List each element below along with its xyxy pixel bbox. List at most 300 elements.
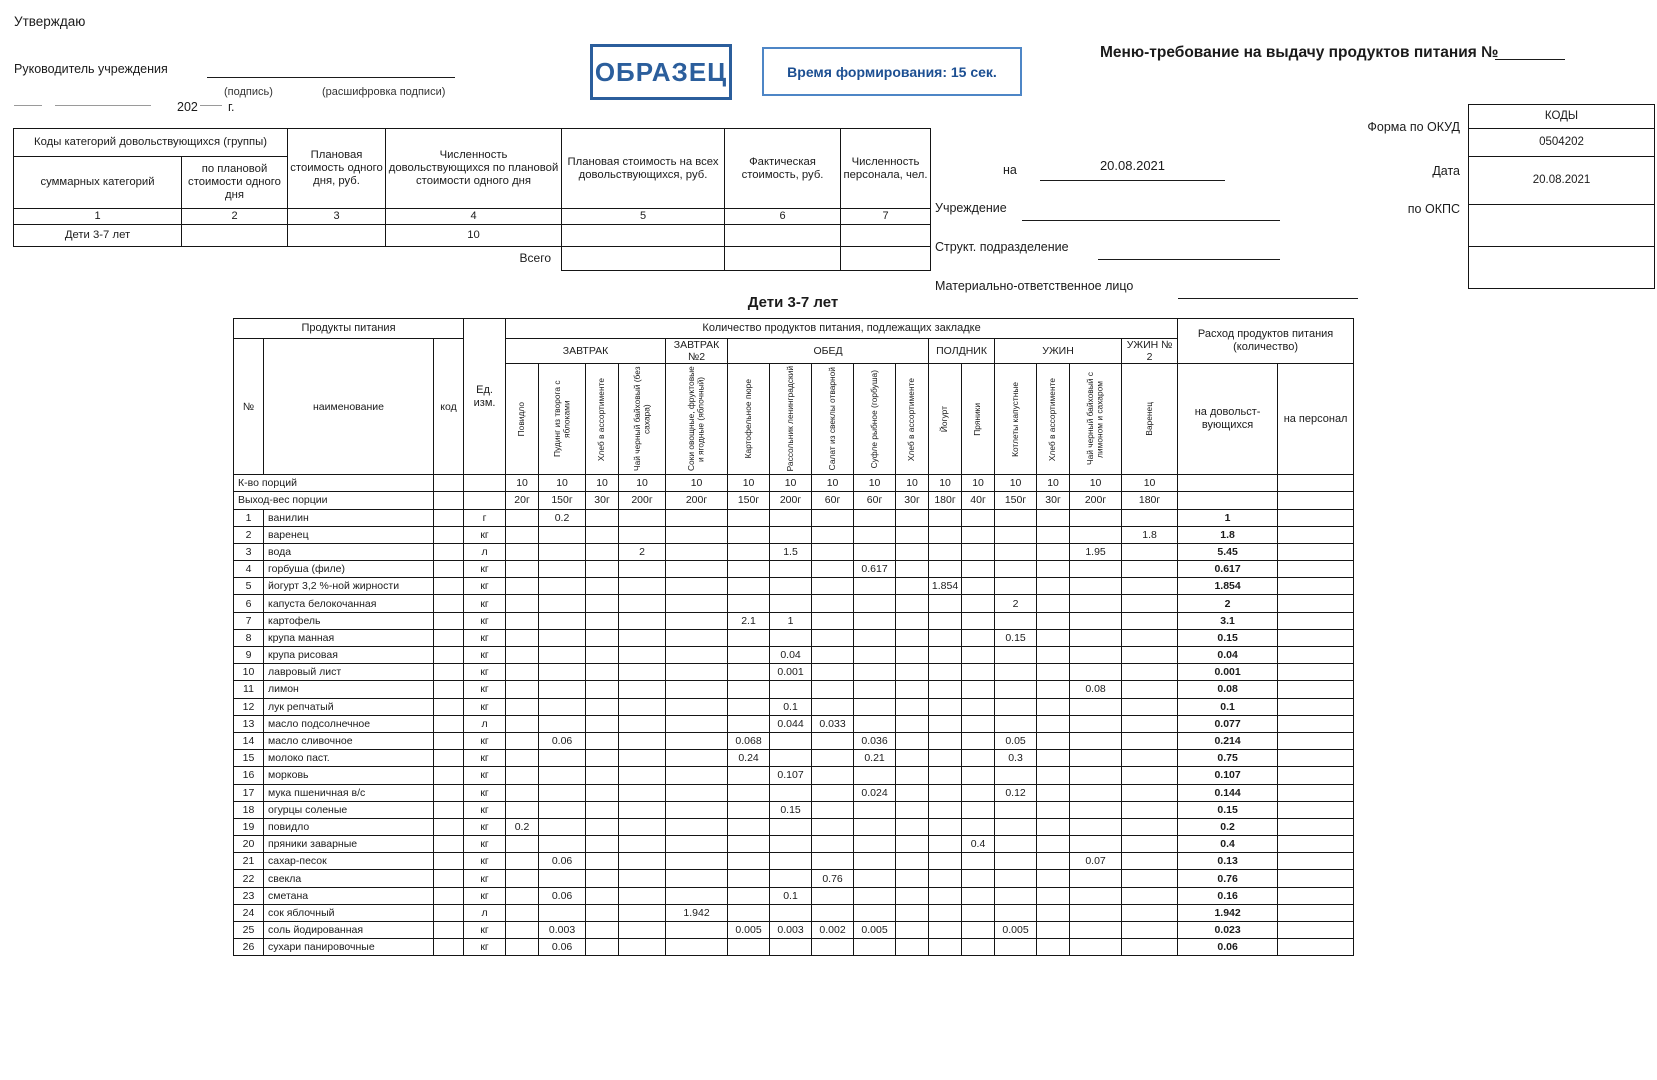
total-cell: 0.214 [1178,732,1278,749]
qty-cell [770,870,812,887]
product-code [434,904,464,921]
product-name: морковь [264,767,434,784]
product-number: 17 [234,784,264,801]
qty-cell [666,750,728,767]
qty-cell [728,801,770,818]
meal-group-header: ЗАВТРАК №2 [666,339,728,364]
qty-cell: 10 [666,475,728,492]
product-row [234,870,1354,887]
qty-cell [896,853,929,870]
qty-cell [619,681,666,698]
product-row [234,904,1354,921]
qty-cell [995,698,1037,715]
qty-cell [539,561,586,578]
product-unit: кг [464,681,506,698]
staff-cell [1278,612,1354,629]
staff-cell [1278,732,1354,749]
qty-cell: 60г [854,492,896,509]
qty-cell [619,818,666,835]
qty-cell [1037,836,1070,853]
qty-cell [1122,698,1178,715]
qty-cell [1122,818,1178,835]
qty-cell: 10 [539,475,586,492]
summary-col-7: Численность персонала, чел. [841,129,931,209]
product-row [234,750,1354,767]
dish-header: Варенец [1122,364,1178,475]
product-number: 22 [234,870,264,887]
qty-cell [995,836,1037,853]
product-row [234,939,1354,956]
product-row [234,664,1354,681]
product-name: ванилин [264,509,434,526]
dish-header: Картофельное пюре [728,364,770,475]
qty-cell [962,922,995,939]
qty-cell [929,715,962,732]
qty-cell [1122,629,1178,646]
product-code [434,578,464,595]
qty-cell [962,767,995,784]
institution-label: Учреждение [935,201,1007,215]
meal-group-header: ЗАВТРАК [506,339,666,364]
qty-cell [962,784,995,801]
qty-cell [812,732,854,749]
qty-cell: 0.107 [770,767,812,784]
product-name: сметана [264,887,434,904]
qty-cell [666,870,728,887]
qty-cell [896,612,929,629]
total-cell: 0.2 [1178,818,1278,835]
product-name: повидло [264,818,434,835]
total-cell [562,247,725,271]
product-code [434,561,464,578]
staff-cell [1278,870,1354,887]
qty-cell [1070,904,1122,921]
summary-col-6: Фактическая стоимость, руб. [725,129,841,209]
product-unit: кг [464,750,506,767]
qty-cell [619,698,666,715]
dish-header: Повидло [506,364,539,475]
portions-row [234,475,1354,492]
qty-cell [1037,750,1070,767]
product-unit: кг [464,818,506,835]
qty-cell: 0.044 [770,715,812,732]
qty-cell [854,698,896,715]
qty-cell [1070,818,1122,835]
qty-cell [929,664,962,681]
qty-cell [539,750,586,767]
qty-cell [586,578,619,595]
qty-cell [619,784,666,801]
qty-cell [1122,922,1178,939]
qty-cell [728,698,770,715]
summary-total-row [14,247,931,271]
qty-cell [586,767,619,784]
dish-header: Котлеты капустные [995,364,1037,475]
qty-cell [506,801,539,818]
approve-label: Утверждаю [14,14,86,29]
qty-cell [1070,526,1122,543]
product-code [434,543,464,560]
product-row [234,732,1354,749]
product-code [434,629,464,646]
qty-cell [1037,715,1070,732]
qty-cell [1122,612,1178,629]
qty-cell [812,767,854,784]
qty-cell [1122,681,1178,698]
qty-cell [896,715,929,732]
menu-food-table [233,318,1354,956]
qty-cell [539,647,586,664]
qty-cell [586,784,619,801]
on-staff-header: на персонал [1278,364,1354,475]
qty-cell [506,750,539,767]
product-code [434,887,464,904]
qty-cell: 0.08 [1070,681,1122,698]
qty-cell [854,647,896,664]
okud-code: 0504202 [1469,129,1655,157]
qty-cell [728,629,770,646]
qty-cell [586,595,619,612]
qty-cell: 200г [666,492,728,509]
qty-cell [812,612,854,629]
qty-cell [812,561,854,578]
staff-cell [1278,475,1354,492]
value-cell: 10 [386,225,562,247]
total-cell: 1.854 [1178,578,1278,595]
qty-cell [506,767,539,784]
qty-cell [1070,595,1122,612]
qty-cell [586,561,619,578]
qty-cell [666,629,728,646]
qty-cell [770,750,812,767]
product-name: вода [264,543,434,560]
staff-cell [1278,509,1354,526]
total-cell: 0.107 [1178,767,1278,784]
product-row [234,784,1354,801]
product-unit: кг [464,784,506,801]
qty-cell [539,715,586,732]
product-unit: кг [464,939,506,956]
qty-cell: 10 [854,475,896,492]
value-cell [841,225,931,247]
qty-cell [1070,647,1122,664]
summary-table [13,128,931,271]
product-unit: л [464,904,506,921]
total-cell: 3.1 [1178,612,1278,629]
product-unit: кг [464,767,506,784]
qty-cell [586,509,619,526]
qty-cell [770,629,812,646]
qty-cell [666,818,728,835]
product-unit: л [464,543,506,560]
qty-cell [929,629,962,646]
department-line [1098,239,1280,260]
dish-header: Йогурт [929,364,962,475]
qty-cell [770,681,812,698]
qty-cell [1037,767,1070,784]
qty-cell: 30г [1037,492,1070,509]
qty-cell [1037,578,1070,595]
product-row [234,629,1354,646]
qty-cell [666,647,728,664]
qty-cell: 10 [728,475,770,492]
product-name: йогурт 3,2 %-ной жирности [264,578,434,595]
qty-cell [812,578,854,595]
qty-cell [812,818,854,835]
qty-cell [962,904,995,921]
qty-cell [1037,561,1070,578]
qty-cell [619,870,666,887]
qty-cell [962,629,995,646]
qty-cell [506,732,539,749]
qty-cell [770,853,812,870]
row-label: К-во порций [234,475,434,492]
product-unit: кг [464,698,506,715]
product-name: капуста белокочанная [264,595,434,612]
staff-cell [1278,939,1354,956]
qty-cell [929,509,962,526]
qty-cell: 0.001 [770,664,812,681]
summary-col-2: по плановой стоимости одного дня [182,157,288,209]
dish-header: Чай черный байховый с лимоном и сахаром [1070,364,1122,475]
qty-cell: 0.06 [539,853,586,870]
total-cell: 0.144 [1178,784,1278,801]
qty-cell [812,784,854,801]
qty-cell [896,561,929,578]
qty-cell [1037,526,1070,543]
qty-cell [812,904,854,921]
qty-cell: 0.005 [854,922,896,939]
qty-cell [1122,784,1178,801]
qty-cell [1122,664,1178,681]
qty-cell [506,836,539,853]
qty-cell [962,681,995,698]
qty-cell [962,578,995,595]
product-row [234,595,1354,612]
col-num-header: № [234,339,264,475]
product-number: 5 [234,578,264,595]
product-row [234,561,1354,578]
qty-cell [962,526,995,543]
staff-cell [1278,784,1354,801]
product-name: варенец [264,526,434,543]
qty-cell [1070,698,1122,715]
qty-cell [995,543,1037,560]
total-cell: 2 [1178,595,1278,612]
product-number: 2 [234,526,264,543]
qty-cell [995,715,1037,732]
qty-cell [728,578,770,595]
qty-cell [1070,836,1122,853]
qty-cell [896,698,929,715]
qty-cell [962,818,995,835]
qty-cell: 0.002 [812,922,854,939]
qty-cell [812,853,854,870]
total-cell: 1.8 [1178,526,1278,543]
qty-cell [1122,732,1178,749]
qty-cell [854,578,896,595]
product-name: лимон [264,681,434,698]
qty-cell [962,939,995,956]
total-cell: 1 [1178,509,1278,526]
qty-cell [619,750,666,767]
col-number: 4 [386,209,562,225]
total-cell: 0.06 [1178,939,1278,956]
qty-cell: 0.06 [539,939,586,956]
qty-cell [619,801,666,818]
qty-cell [539,801,586,818]
qty-cell: 10 [1070,475,1122,492]
qty-cell [728,767,770,784]
total-cell: 0.4 [1178,836,1278,853]
product-row [234,526,1354,543]
qty-cell [896,526,929,543]
product-number: 16 [234,767,264,784]
qty-cell: 1.8 [1122,526,1178,543]
meal-group-header: ОБЕД [728,339,929,364]
on-members-header: на довольст-вующихся [1178,364,1278,475]
product-code [434,801,464,818]
product-number: 9 [234,647,264,664]
product-unit: кг [464,612,506,629]
col-code-header: код [434,339,464,475]
staff-cell [1278,595,1354,612]
qty-cell: 30г [896,492,929,509]
product-row [234,922,1354,939]
qty-cell [586,853,619,870]
qty-cell: 0.024 [854,784,896,801]
sample-stamp: ОБРАЗЕЦ [590,44,732,100]
qty-cell: 10 [896,475,929,492]
qty-cell [1037,732,1070,749]
product-number: 25 [234,922,264,939]
qty-cell [1122,647,1178,664]
summary-number-row [14,209,931,225]
qty-cell [619,904,666,921]
qty-cell [1037,664,1070,681]
qty-cell: 0.15 [770,801,812,818]
qty-cell [1070,887,1122,904]
qty-cell [539,664,586,681]
dish-header: Соки овощные, фруктовые и ягодные (яблочный) [666,364,728,475]
qty-cell: 0.3 [995,750,1037,767]
product-name: соль йодированная [264,922,434,939]
product-number: 1 [234,509,264,526]
qty-cell [1037,612,1070,629]
okps-code-cell [1469,205,1655,247]
qty-cell [1037,629,1070,646]
qty-cell: 0.06 [539,732,586,749]
qty-cell [929,922,962,939]
qty-cell [586,836,619,853]
qty-cell [506,681,539,698]
qty-cell: 2.1 [728,612,770,629]
product-row [234,509,1354,526]
qty-cell [1070,767,1122,784]
weight-row [234,492,1354,509]
qty-cell [812,836,854,853]
qty-cell [1037,922,1070,939]
qty-cell [586,715,619,732]
qty-cell [962,612,995,629]
total-label: Всего [519,250,552,265]
staff-cell [1278,561,1354,578]
qty-cell [619,922,666,939]
meal-group-header: ПОЛДНИК [929,339,995,364]
product-name: горбуша (филе) [264,561,434,578]
qty-cell [586,939,619,956]
qty-cell [929,612,962,629]
responsible-label: Материально-ответственное лицо [935,279,1134,293]
product-number: 24 [234,904,264,921]
qty-cell [539,526,586,543]
unit-header: Ед. изм. [464,319,506,475]
qty-cell [586,681,619,698]
qty-cell [854,853,896,870]
qty-cell: 40г [962,492,995,509]
qty-cell [770,526,812,543]
product-row [234,801,1354,818]
qty-cell [995,939,1037,956]
qty-cell [728,664,770,681]
qty-cell [506,715,539,732]
qty-cell [812,681,854,698]
qty-cell [995,664,1037,681]
product-name: сухари панировочные [264,939,434,956]
total-cell: 0.76 [1178,870,1278,887]
qty-cell: 1.854 [929,578,962,595]
qty-cell [619,526,666,543]
qty-cell [728,715,770,732]
qty-cell [666,664,728,681]
qty-cell [1122,595,1178,612]
product-unit: кг [464,801,506,818]
product-code [434,818,464,835]
total-cell [1178,492,1278,509]
qty-cell [666,561,728,578]
qty-cell [854,509,896,526]
date-code: 20.08.2021 [1469,157,1655,205]
product-code [434,715,464,732]
qty-cell [728,647,770,664]
product-code [434,870,464,887]
qty-header: Количество продуктов питания, подлежащих закладке [506,319,1178,339]
qty-cell: 2 [619,543,666,560]
total-cell: 1.942 [1178,904,1278,921]
product-name: масло сливочное [264,732,434,749]
qty-cell [929,595,962,612]
qty-cell [896,836,929,853]
qty-cell [539,784,586,801]
qty-cell: 200г [1070,492,1122,509]
staff-cell [1278,698,1354,715]
product-unit: кг [464,922,506,939]
qty-cell [666,853,728,870]
staff-cell [1278,629,1354,646]
qty-cell [586,801,619,818]
qty-cell [995,801,1037,818]
dish-header: Салат из свеклы отварной [812,364,854,475]
qty-cell [896,922,929,939]
qty-cell [666,767,728,784]
qty-cell [854,870,896,887]
staff-cell [1278,818,1354,835]
product-code [434,922,464,939]
qty-cell [666,801,728,818]
qty-cell [586,922,619,939]
extra-code-cell [1469,247,1655,289]
qty-cell [929,647,962,664]
